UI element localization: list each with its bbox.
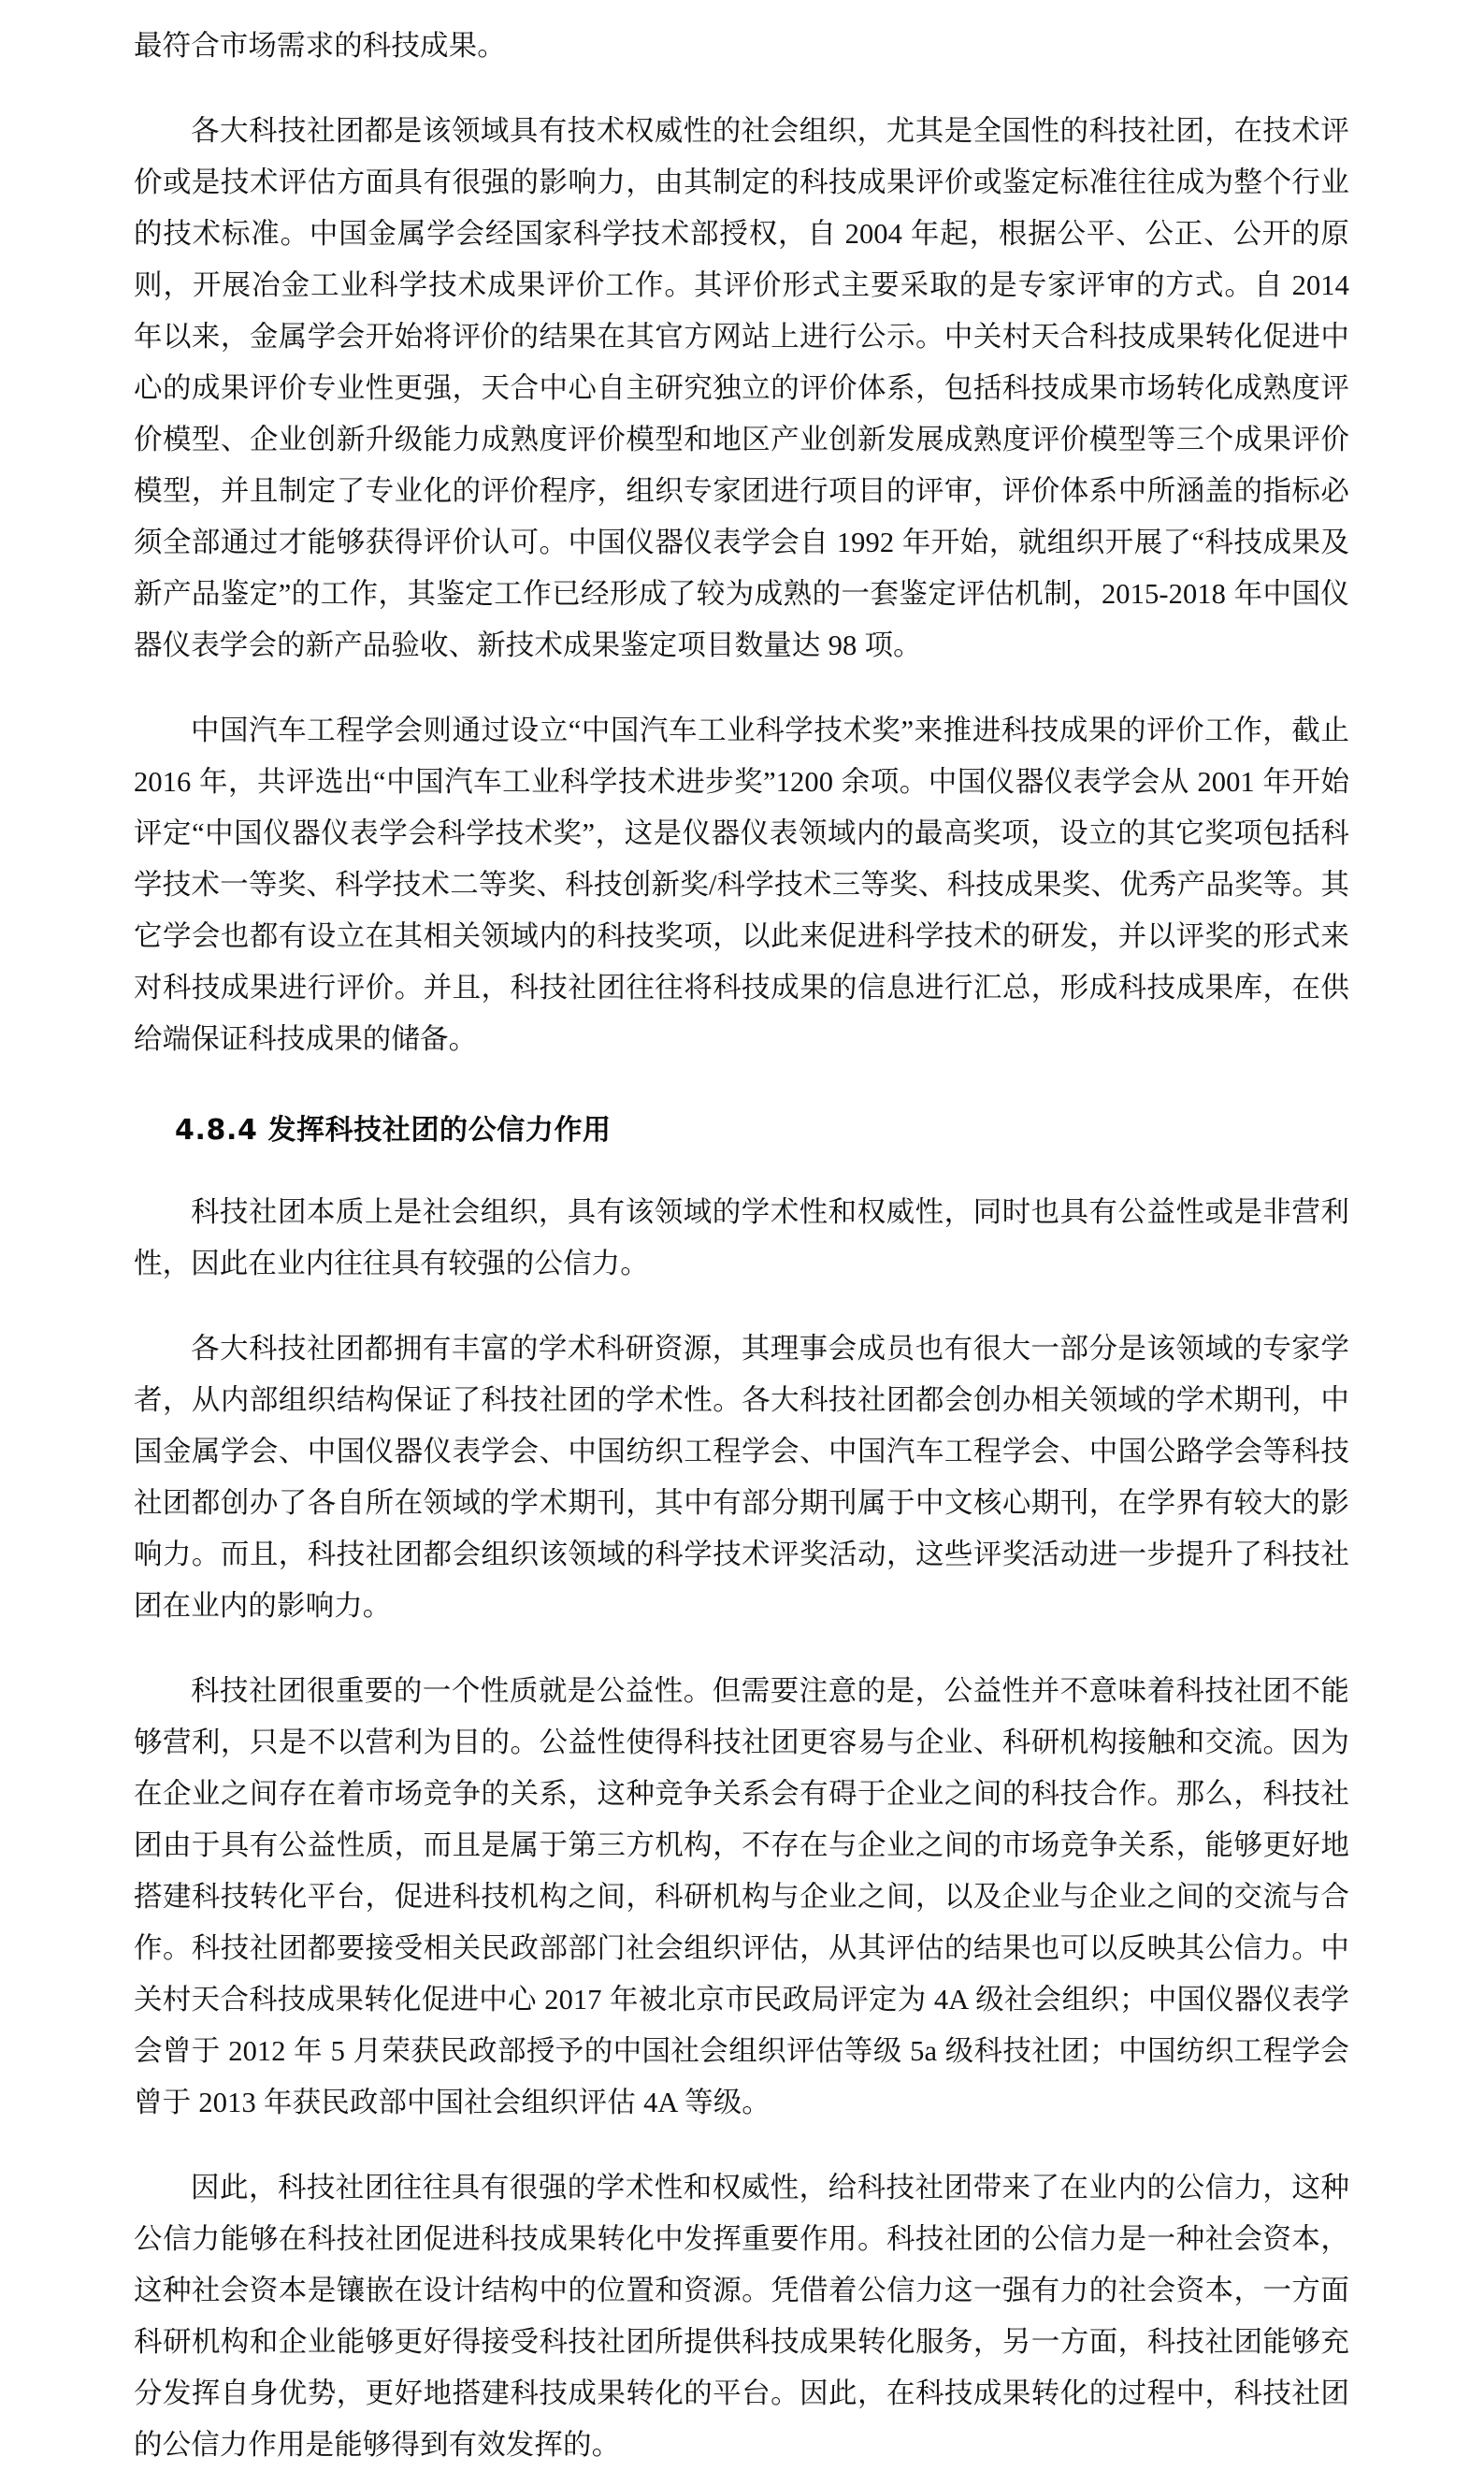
heading-spacer-below — [134, 1153, 1349, 1187]
heading-spacer-above — [134, 1065, 1349, 1108]
paragraph-technology-societies-authority: 各大科技社团都是该领域具有技术权威性的社会组织，尤其是全国性的科技社团，在技术评价或是技术评估方面具有很强的影响力，由其制定的科技成果评价或鉴定标准往往成为整个行业的技术标准。中国金属学会经国家科学技术部授权，自 2004 年起，根据公平、公正、公开的原则，开展冶金工业科学技术成果评价工作。其评价形式主要采取的是专家评审的方式。自 2014 年以来，金属学会开始将评价的结果在其官方网站上进行公示。中关村天合科技成果转化促进中心的成果评价专业性更强，天合中心自主研究独立的评价体系，包括科技成果市场转化成熟度评价模型、企业创新升级能力成熟度评价模型和地区产业创新发展成熟度评价模型等三个成果评价模型，并且制定了专业化的评价程序，组织专家团进行项目的评审，评价体系中所涵盖的指标必须全部通过才能够获得评价认可。中国仪器仪表学会自 1992 年开始，就组织开展了“科技成果及新产品鉴定”的工作，其鉴定工作已经形成了较为成熟的一套鉴定评估机制，2015-2018 年中国仪器仪表学会的新产品验收、新技术成果鉴定项目数量达 98 项。 — [134, 115, 1349, 661]
paragraph-automotive-society-awards: 中国汽车工程学会则通过设立“中国汽车工业科学技术奖”来推进科技成果的评价工作，截止 2016 年，共评选出“中国汽车工业科学技术进步奖”1200 余项。中国仪器仪表学会从 2001 年开始评定“中国仪器仪表学会科学技术奖”，这是仪器仪表领域内的最高奖项，设立的其它奖项包括科学技术一等奖、科学技术二等奖、科技创新奖/科学技术三等奖、科技成果奖、优秀产品奖等。其它学会也都有设立在其相关领域内的科技奖项，以此来促进科学技术的研发，并以评奖的形式来对科技成果进行评价。并且，科技社团往往将科技成果的信息进行汇总，形成科技成果库，在供给端保证科技成果的储备。 — [134, 715, 1349, 1055]
section-heading-4-8-4: 4.8.4 发挥科技社团的公信力作用 — [175, 1114, 612, 1147]
paragraph-spacer — [134, 672, 1349, 705]
paragraph-social-organization-nature: 科技社团本质上是社会组织，具有该领域的学术性和权威性，同时也具有公益性或是非营利性，因此在业内往往具有较强的公信力。 — [134, 1196, 1349, 1279]
paragraph-continuation: 最符合市场需求的科技成果。 — [134, 30, 506, 62]
paragraph-spacer — [134, 72, 1349, 106]
paragraph-spacer — [134, 1632, 1349, 1666]
paragraph-spacer — [134, 2129, 1349, 2162]
paragraph-conclusion-credibility: 因此，科技社团往往具有很强的学术性和权威性，给科技社团带来了在业内的公信力，这种公信力能够在科技社团促进科技成果转化中发挥重要作用。科技社团的公信力是一种社会资本，这种社会资本是镶嵌在设计结构中的位置和资源。凭借着公信力这一强有力的社会资本，一方面科研机构和企业能够更好得接受科技社团所提供科技成果转化服务，另一方面，科技社团能够充分发挥自身优势，更好地搭建科技成果转化的平台。因此，在科技成果转化的过程中，科技社团的公信力作用是能够得到有效发挥的。 — [134, 2172, 1349, 2461]
paragraph-academic-resources-journals: 各大科技社团都拥有丰富的学术科研资源，其理事会成员也有很大一部分是该领域的专家学者，从内部组织结构保证了科技社团的学术性。各大科技社团都会创办相关领域的学术期刊，中国金属学会、中国仪器仪表学会、中国纺织工程学会、中国汽车工程学会、中国公路学会等科技社团都创办了各自所在领域的学术期刊，其中有部分期刊属于中文核心期刊，在学界有较大的影响力。而且，科技社团都会组织该领域的科学技术评奖活动，这些评奖活动进一步提升了科技社团在业内的影响力。 — [134, 1333, 1349, 1622]
page-content-column — [134, 21, 1349, 2471]
paragraph-public-welfare-nature: 科技社团很重要的一个性质就是公益性。但需要注意的是，公益性并不意味着科技社团不能够营利，只是不以营利为目的。公益性使得科技社团更容易与企业、科研机构接触和交流。因为在企业之间存在着市场竞争的关系，这种竞争关系会有碍于企业之间的科技合作。那么，科技社团由于具有公益性质，而且是属于第三方机构，不存在与企业之间的市场竞争关系，能够更好地搭建科技转化平台，促进科技机构之间，科研机构与企业之间，以及企业与企业之间的交流与合作。科技社团都要接受相关民政部部门社会组织评估，从其评估的结果也可以反映其公信力。中关村天合科技成果转化促进中心 2017 年被北京市民政局评定为 4A 级社会组织；中国仪器仪表学会曾于 2012 年 5 月荣获民政部授予的中国社会组织评估等级 5a 级科技社团；中国纺织工程学会曾于 2013 年获民政部中国社会组织评估 4A 等级。 — [134, 1675, 1349, 2118]
paragraph-spacer — [134, 1290, 1349, 1323]
